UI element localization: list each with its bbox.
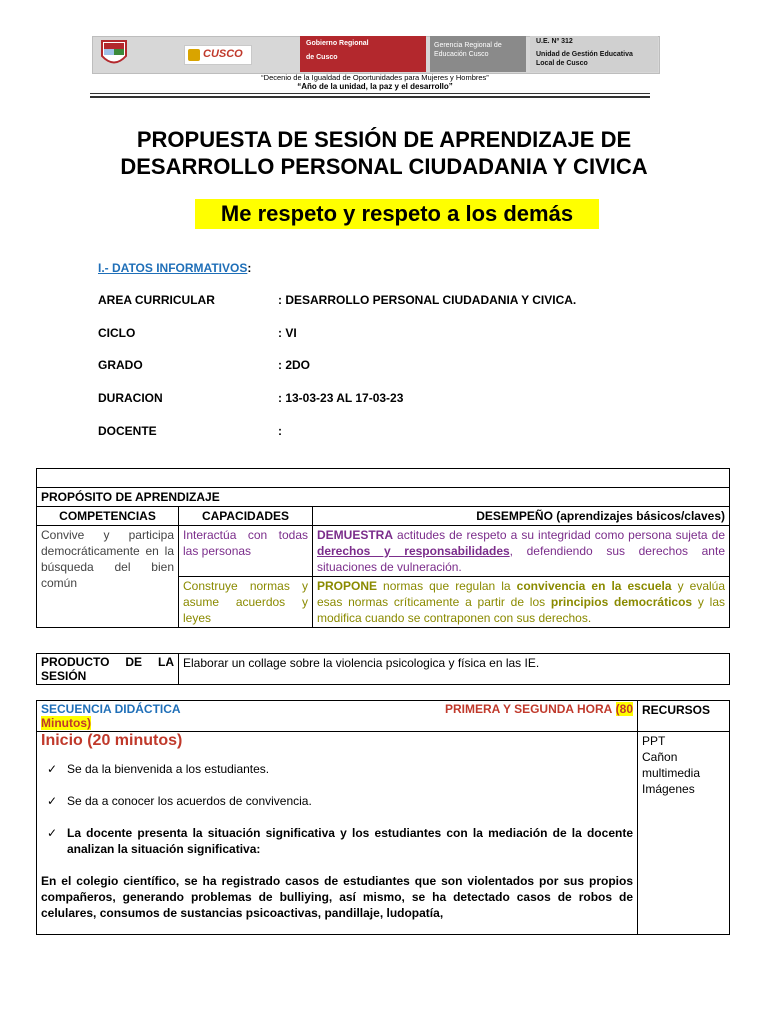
col-competencias: COMPETENCIAS — [37, 507, 179, 526]
table-row — [37, 526, 730, 577]
table-header-row — [37, 701, 730, 732]
grado-label: GRADO — [98, 358, 143, 372]
gobierno-line-2: de Cusco — [306, 54, 338, 61]
year-motto: “Año de la unidad, la paz y el desarrollo” — [297, 82, 453, 91]
desempeno-2 — [313, 577, 730, 628]
ue-line-1: U.E. Nº 312 — [536, 38, 573, 45]
document-title — [60, 126, 708, 180]
duracion-value: : 13-03-23 AL 17-03-23 — [278, 391, 404, 405]
recurso-item: Imágenes — [642, 782, 695, 796]
divider — [90, 96, 650, 98]
ciclo-label: CICLO — [98, 326, 136, 340]
recurso-item: PPT — [642, 734, 666, 748]
table-row — [37, 732, 730, 935]
gobierno-regional-block — [300, 36, 426, 72]
ciclo-value: : VI — [278, 326, 297, 340]
grado-value: : 2DO — [278, 358, 311, 372]
recurso-item: Cañon — [642, 750, 678, 764]
datos-heading-text: I.- DATOS INFORMATIVOS — [98, 261, 248, 275]
inicio-heading: Inicio (20 minutos) — [41, 732, 183, 749]
cusco-logo — [184, 45, 252, 65]
secuencia-header — [37, 701, 638, 732]
session-title: Me respeto y respeto a los demás — [195, 199, 599, 229]
producto-table — [36, 653, 730, 685]
minutos-a: (80 — [615, 702, 633, 716]
gerencia-line-1: Gerencia Regional de — [434, 42, 502, 49]
cusco-logo-mark-icon — [188, 49, 200, 61]
desempeno-1-key: derechos y responsabilidades — [317, 544, 510, 558]
table-row — [37, 488, 730, 507]
duracion-label: DURACION — [98, 391, 163, 405]
ue-line-3: Local de Cusco — [536, 60, 588, 67]
producto-value: Elaborar un collage sobre la violencia psicologica y física en las IE. — [179, 654, 730, 685]
decenio-text: “Decenio de la Igualdad de Oportunidades para Mujeres y Hombres” — [261, 73, 489, 82]
desempeno-1 — [313, 526, 730, 577]
recursos-heading: RECURSOS — [638, 701, 730, 732]
col-desempeno: DESEMPEÑO (aprendizajes básicos/claves) — [313, 507, 730, 526]
desempeno-2-text-end: y las modifica cuando se contraponen con sus derechos. — [317, 595, 725, 625]
area-value: : DESARROLLO PERSONAL CIUDADANIA Y CIVICA. — [278, 293, 577, 307]
table-header-row — [37, 507, 730, 526]
competencia-cell: Convive y participa democráticamente en la búsqueda del bien común — [37, 526, 179, 628]
recurso-item: multimedia — [642, 766, 701, 780]
cusco-logo-text: CUSCO — [203, 48, 243, 60]
docente-value: : — [278, 424, 282, 438]
desempeno-2-verb: PROPONE — [317, 579, 378, 593]
docente-label: DOCENTE — [98, 424, 157, 438]
table-row — [37, 469, 730, 488]
list-item: ✓ La docente presenta la situación significativa y los estudiantes con la mediación de la docente analizan la situación significativa: — [41, 825, 633, 857]
secuencia-table — [36, 700, 730, 935]
peru-crest-icon — [96, 38, 132, 70]
gobierno-line-1: Gobierno Regional — [306, 40, 369, 47]
inicio-cell — [37, 732, 638, 935]
desempeno-2-text-mid: y evalúa esas normas críticamente a partir de los — [317, 579, 726, 609]
desempeno-2-key-1: convivencia en la escuela — [516, 579, 672, 593]
list-item: ✓ Se da a conocer los acuerdos de convivencia. — [41, 793, 633, 809]
desempeno-2-key-2: principios democráticos — [550, 595, 693, 609]
area-label: AREA CURRICULAR — [98, 293, 215, 307]
title-line-2: DESARROLLO PERSONAL CIUDADANIA Y CIVICA — [120, 154, 648, 179]
capacidad-2: Construye normas y asume acuerdos y leyes — [179, 577, 313, 628]
gerencia-regional-block — [430, 36, 526, 72]
minutos-b: Minutos) — [41, 716, 91, 730]
datos-informativos-heading — [98, 261, 251, 275]
col-capacidades: CAPACIDADES — [179, 507, 313, 526]
proposito-heading: PROPÓSITO DE APRENDIZAJE — [37, 488, 730, 507]
divider — [90, 93, 650, 94]
ugel-block — [530, 36, 658, 72]
list-item: ✓ Se da la bienvenida a los estudiantes. — [41, 761, 633, 777]
producto-label: PRODUCTO DE LA SESIÓN — [37, 654, 179, 685]
hora-label: PRIMERA Y SEGUNDA HORA — [444, 702, 613, 716]
desempeno-2-text: normas que regulan la — [377, 579, 517, 593]
datos-heading-colon: : — [247, 261, 252, 275]
secuencia-heading: SECUENCIA DIDÁCTICA — [41, 702, 181, 716]
gerencia-line-2: Educación Cusco — [434, 51, 489, 58]
desempeno-1-text-end: , defendiendo sus derechos ante situaciones de vulneración. — [317, 544, 725, 574]
recursos-cell — [638, 732, 730, 935]
desempeno-1-text: actitudes de respeto a su integridad como persona sujeta de — [393, 528, 725, 542]
ue-line-2: Unidad de Gestión Educativa — [536, 51, 633, 58]
title-line-1: PROPUESTA DE SESIÓN DE APRENDIZAJE DE — [136, 127, 632, 152]
table-row — [37, 654, 730, 685]
desempeno-1-verb: DEMUESTRA — [317, 528, 394, 542]
situacion-text: En el colegio científico, se ha registrado casos de estudiantes que son violentados por sus propios compañeros, generando problemas de bulliying, así mismo, se ha detectado casos de robos de celulares, consumos de sustancias psicoactivas, pandillaje, ludopatía, — [41, 874, 633, 920]
capacidad-1: Interactúa con todas las personas — [179, 526, 313, 577]
proposito-table — [36, 468, 730, 628]
